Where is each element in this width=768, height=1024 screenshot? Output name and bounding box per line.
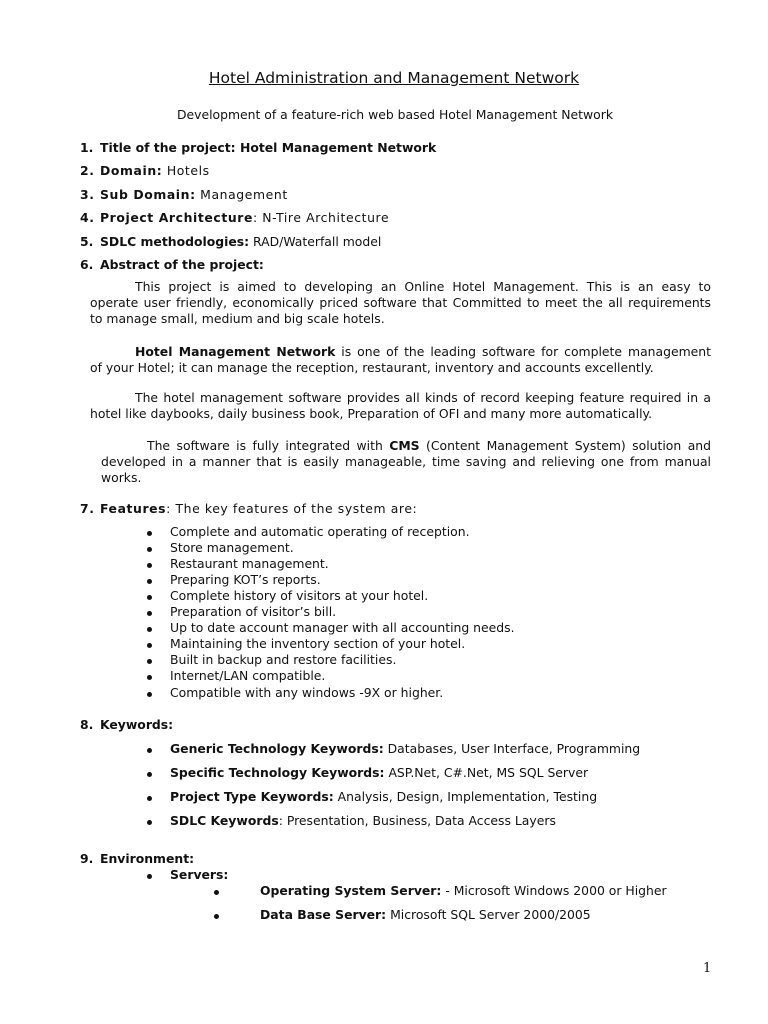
- server-item: Data Base Server: Microsoft SQL Server 2000/2005: [260, 907, 591, 922]
- bullet-icon: [147, 643, 152, 648]
- feature-item: Preparation of visitor’s bill.: [170, 604, 337, 619]
- section-sub-domain: 3. Sub Domain: Management: [80, 187, 288, 202]
- section-abstract: 6. Abstract of the project:: [80, 257, 264, 272]
- bullet-icon: [147, 675, 152, 680]
- feature-item: Up to date account manager with all accounting needs.: [170, 620, 515, 635]
- bullet-icon: [147, 627, 152, 632]
- servers-label: Servers:: [170, 867, 229, 882]
- feature-item: Internet/LAN compatible.: [170, 668, 326, 683]
- section-sdlc-methodologies: 5. SDLC methodologies: RAD/Waterfall model: [80, 234, 382, 249]
- bullet-icon: [147, 874, 152, 879]
- abstract-paragraph-1: This project is aimed to developing an Online Hotel Management. This is an easy to operate user friendly, economically priced software that Committed to meet the all requirements to manage small, medium and big scale hotels.: [90, 279, 711, 326]
- feature-item: Built in backup and restore facilities.: [170, 652, 397, 667]
- bullet-icon: [147, 796, 152, 801]
- bullet-icon: [147, 692, 152, 697]
- bullet-icon: [147, 595, 152, 600]
- bullet-icon: [147, 531, 152, 536]
- feature-item: Complete and automatic operating of reception.: [170, 524, 470, 539]
- section-domain: 2. Domain: Hotels: [80, 163, 210, 178]
- feature-item: Compatible with any windows -9X or higher.: [170, 685, 444, 700]
- document-title: Hotel Administration and Management Network: [208, 69, 580, 87]
- section-environment: 9. Environment:: [80, 851, 195, 866]
- bullet-icon: [214, 914, 219, 919]
- keyword-item: SDLC Keywords: Presentation, Business, Data Access Layers: [170, 813, 556, 828]
- feature-item: Restaurant management.: [170, 556, 329, 571]
- bullet-icon: [147, 820, 152, 825]
- abstract-paragraph-3: The hotel management software provides all kinds of record keeping feature required in a hotel like daybooks, daily business book, Preparation of OFI and many more automatically.: [90, 390, 711, 421]
- feature-item: Complete history of visitors at your hotel.: [170, 588, 429, 603]
- bullet-icon: [147, 748, 152, 753]
- document-subtitle: Development of a feature-rich web based Hotel Management Network: [176, 107, 614, 122]
- bullet-icon: [147, 563, 152, 568]
- server-item: Operating System Server: - Microsoft Windows 2000 or Higher: [260, 883, 667, 898]
- section-project-architecture: 4. Project Architecture: N-Tire Architecture: [80, 210, 390, 225]
- page-number: 1: [703, 961, 712, 976]
- bullet-icon: [147, 659, 152, 664]
- feature-item: Maintaining the inventory section of your hotel.: [170, 636, 466, 651]
- bullet-icon: [147, 547, 152, 552]
- bullet-icon: [147, 611, 152, 616]
- feature-item: Preparing KOT’s reports.: [170, 572, 321, 587]
- keyword-item: Project Type Keywords: Analysis, Design, Implementation, Testing: [170, 789, 598, 804]
- abstract-paragraph-2: Hotel Management Network is one of the leading software for complete management of your Hotel; it can manage the reception, restaurant, inventory and accounts excellently.: [90, 344, 711, 375]
- keyword-item: Generic Technology Keywords: Databases, User Interface, Programming: [170, 741, 641, 756]
- abstract-paragraph-4: The software is fully integrated with CMS (Content Management System) solution and developed in a manner that is easily manageable, time saving and relieving one from manual works.: [101, 438, 712, 485]
- bullet-icon: [147, 772, 152, 777]
- feature-item: Store management.: [170, 540, 294, 555]
- section-features: 7. Features: The key features of the system are:: [80, 501, 418, 516]
- section-keywords: 8. Keywords:: [80, 717, 174, 732]
- bullet-icon: [214, 890, 219, 895]
- keyword-item: Specific Technology Keywords: ASP.Net, C#.Net, MS SQL Server: [170, 765, 589, 780]
- section-title-of-project: 1. Title of the project: Hotel Management Network: [80, 140, 437, 155]
- bullet-icon: [147, 579, 152, 584]
